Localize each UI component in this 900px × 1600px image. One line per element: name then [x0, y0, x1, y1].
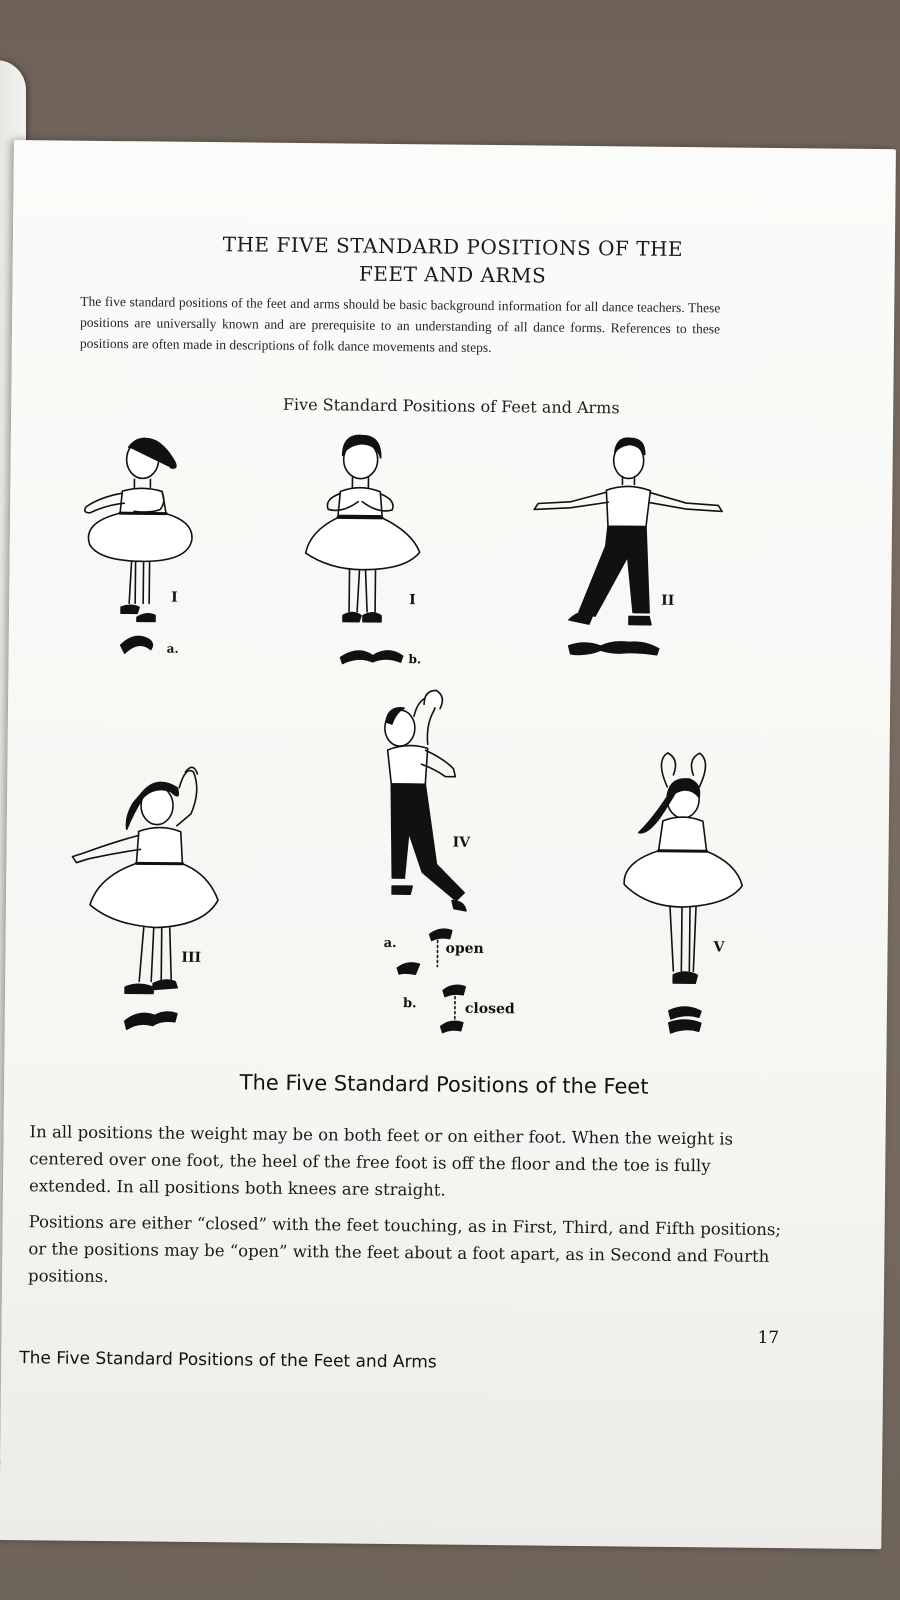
book-page — [0, 140, 896, 1549]
section-heading: The Five Standard Positions of the Feet — [239, 1070, 649, 1099]
intro-paragraph: The five standard positions of the feet and arms should be basic background information for all dance teachers. These positions are universally known and are prerequisite to an understanding of all dance forms. References to these positions are often made in descriptions of folk dance movements and steps. — [79, 293, 721, 356]
label-pos5: V — [713, 939, 725, 956]
label-pos4-open-letter: a. — [383, 935, 397, 952]
figure-pos1-girl-b — [305, 435, 422, 667]
label-pos2: II — [661, 592, 675, 609]
label-pos4-closed-letter: b. — [402, 996, 417, 1012]
body-paragraph-2: Positions are either “closed” with the feet touching, as in First, Third, and Fifth positions; or the positions may be “open” with the feet about a foot apart, as in Second and Fourth positions. — [28, 1212, 782, 1287]
body-paragraph-1: In all positions the weight may be on both feet or on either foot. When the weight is centered over one foot, the heel of the free foot is off the floor and the toe is fully extended. In all positions both knees are straight. — [28, 1122, 734, 1200]
title-line-1: THE FIVE STANDARD POSITIONS OF THE — [222, 232, 684, 262]
figure-pos3-girl — [71, 766, 220, 1030]
label-pos3: III — [181, 949, 202, 967]
figure-pos5-girl — [623, 752, 744, 1033]
label-pos4: IV — [452, 834, 471, 851]
figure-pos4-boy — [382, 690, 469, 1033]
label-pos4-open: open — [445, 940, 484, 957]
label-pos1-b: I — [409, 592, 416, 609]
page-number: 17 — [757, 1327, 780, 1349]
dance-position-illustrations — [4, 140, 896, 1149]
title-line-2: FEET AND ARMS — [358, 261, 547, 288]
running-footer: The Five Standard Positions of the Feet and Arms — [19, 1348, 437, 1373]
label-pos4-closed: closed — [464, 1000, 515, 1018]
label-pos1-a: I — [171, 589, 178, 606]
label-pos1-b-feet: b. — [408, 652, 422, 667]
label-pos1-a-feet: a. — [166, 641, 179, 656]
figure-caption: Five Standard Positions of Feet and Arms — [282, 394, 620, 418]
figure-pos2-boy — [533, 437, 723, 656]
figure-pos1-girl-a — [83, 438, 193, 654]
